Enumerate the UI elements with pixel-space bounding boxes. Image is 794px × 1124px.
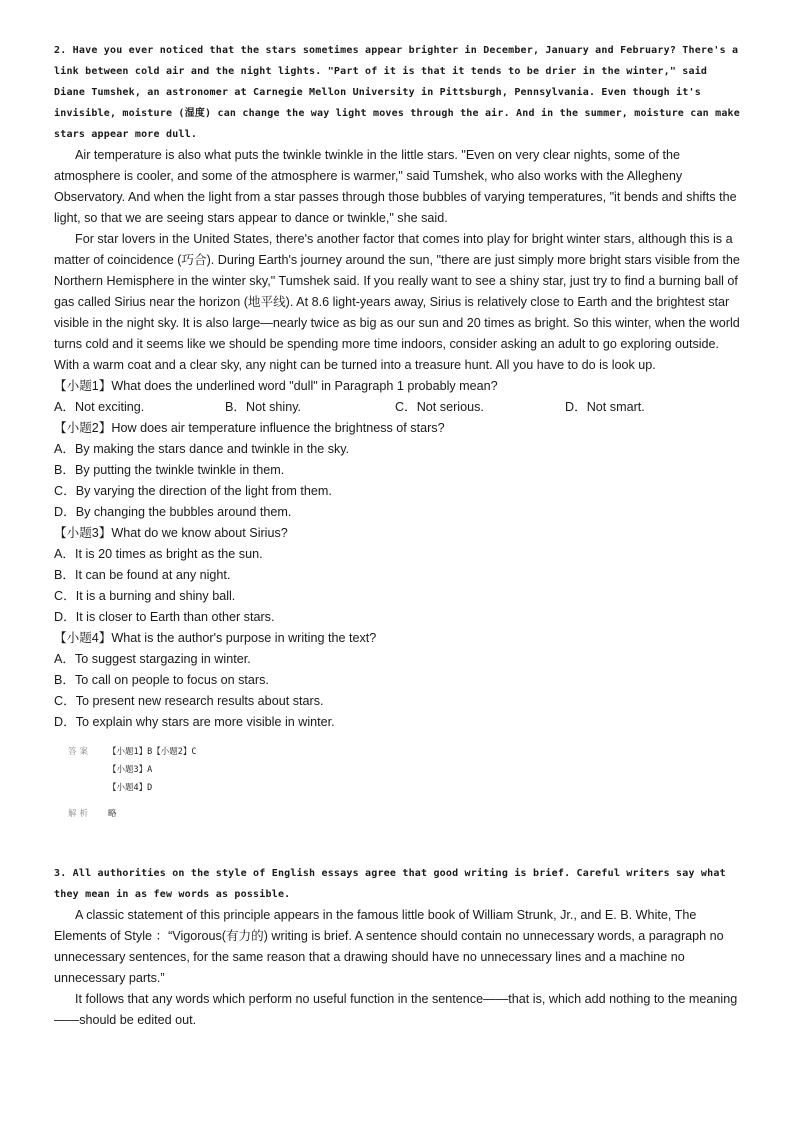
question-3-option-b: B．It can be found at any night. [54, 568, 231, 582]
q3-paragraph-3: It follows that any words which perform no useful function in the sentence——that is, which add nothing to the meaning——should be edited out. [54, 992, 738, 1027]
question-2-stem: 【小题2】How does air temperature influence the brightness of stars? [54, 421, 445, 435]
question-1-option-a: A．Not exciting. [54, 400, 145, 414]
question-4 [54, 628, 744, 733]
question-1-option-c: C．Not serious. [395, 400, 484, 414]
question-4-stem: 【小题4】What is the author's purpose in writing the text? [54, 631, 377, 645]
question-4-option-c: C．To present new research results about stars. [54, 694, 324, 708]
question-2-option-b: B．By putting the twinkle twinkle in them. [54, 463, 285, 477]
answer-line: 【小题1】B【小题2】C [108, 747, 197, 757]
answer-line: 【小题3】A [108, 765, 153, 775]
document-page [54, 40, 744, 1031]
question-3-option-c: C．It is a burning and shiny ball. [54, 589, 236, 603]
question-3 [54, 523, 744, 628]
question-1-option-d: D．Not smart. [565, 400, 645, 414]
question-2-option-a: A．By making the stars dance and twinkle in the sky. [54, 442, 350, 456]
answer-block [54, 743, 744, 823]
question-2 [54, 418, 744, 523]
question-1-options [54, 397, 744, 418]
question-3-stem: 【小题3】What do we know about Sirius? [54, 526, 288, 540]
question-4-option-d: D．To explain why stars are more visible in winter. [54, 715, 335, 729]
q3-intro: 3. All authorities on the style of English essays agree that good writing is brief. Careful writers say what they mean in as few words as possible. [54, 868, 726, 900]
question-4-option-b: B．To call on people to focus on stars. [54, 673, 269, 687]
q2-paragraph-3: For star lovers in the United States, there's another factor that comes into play for bright winter stars, although this is a matter of coincidence (巧合). During Earth's journey around the sun, "there are just simply more bright stars visible from the Northern Hemisphere in the winter sky," Tumshek said. If you really want to see a shiny star, just try to find a burning ball of gas called Sirius near the horizon (地平线). At 8.6 light-years away, Sirius is relatively close to Earth and the brightest star visible in the night sky. It is also large—nearly twice as big as our sun and 20 times as bright. So this winter, when the world turns cold and it seems like we should be spending more time indoors, consider asking an adult to go exploring outside. With a warm coat and a clear sky, any night can be turned into a treasure hunt. All you have to do is look up. [54, 232, 740, 372]
question-3-option-a: A．It is 20 times as bright as the sun. [54, 547, 263, 561]
q3-paragraph-2: A classic statement of this principle appears in the famous little book of William Strunk, Jr., and E. B. White, The Elements of Style ：“Vigorous(有力的) writing is brief. A sentence should contain no unnecessary words, a paragraph no unnecessary sentences, for the same reason that a drawing should have no unnecessary lines and a machine no unnecessary parts.” [54, 908, 724, 985]
q2-paragraph-2: Air temperature is also what puts the twinkle twinkle in the little stars. "Even on very clear nights, some of the atmosphere is cooler, and some of the atmosphere is warmer," said Tumshek, who also works with the Allegheny Observatory. And when the light from a star passes through those bubbles of varying temperatures, "it bends and shifts the light, so that we are seeing stars appear to dance or twinkle," she said. [54, 148, 737, 225]
question-1 [54, 376, 744, 418]
question-1-stem: 【小题1】What does the underlined word "dull" in Paragraph 1 probably mean? [54, 379, 498, 393]
answer-label: 答案 [68, 747, 92, 757]
question-2-option-d: D．By changing the bubbles around them. [54, 505, 292, 519]
question-2-option-c: C．By varying the direction of the light from them. [54, 484, 332, 498]
question-3-option-d: D．It is closer to Earth than other stars. [54, 610, 275, 624]
question-4-option-a: A．To suggest stargazing in winter. [54, 652, 251, 666]
question-1-option-b: B．Not shiny. [225, 400, 302, 414]
answer-line: 【小题4】D [108, 783, 153, 793]
q2-intro: 2. Have you ever noticed that the stars sometimes appear brighter in December, January and February? There's a link between cold air and the night lights. "Part of it is that it tends to be drier in the winter," said Diane Tumshek, an astronomer at Carnegie Mellon University in Pittsburgh, Pennsylvania. Even though it's invisible, moisture (湿度) can change the way light moves through the air. And in the summer, moisture can make stars appear more dull. [54, 45, 740, 140]
analysis-text: 略 [108, 809, 117, 819]
analysis-label: 解析 [68, 809, 92, 819]
